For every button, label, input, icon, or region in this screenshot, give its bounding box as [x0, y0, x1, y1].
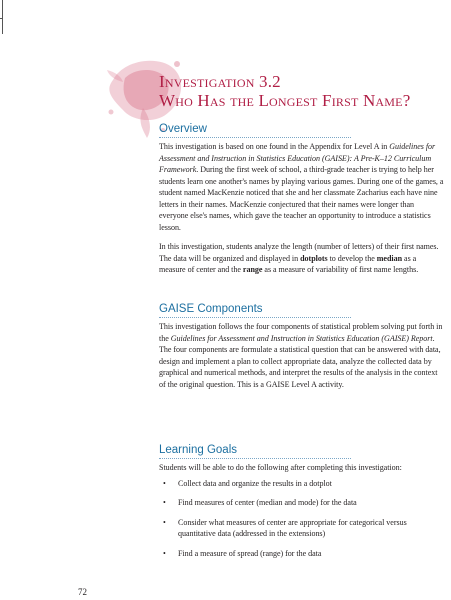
list-item: • Find a measure of spread (range) for the data	[163, 548, 322, 558]
gaise-section	[159, 302, 444, 398]
learning-goals-heading: Learning Goals	[159, 444, 237, 456]
overview-section	[159, 122, 444, 284]
learning-goals-section	[159, 443, 444, 567]
bullet-icon: •	[163, 548, 166, 558]
title-line-1: Investigation 3.2	[159, 72, 281, 91]
learning-goals-intro: Students will be able to do the following after completing this investigation:	[159, 463, 402, 472]
list-item: • Find measures of center (median and mode) for the data	[163, 498, 357, 507]
title-line-2: Who Has the Longest First Name?	[159, 91, 411, 110]
gaise-heading-rule	[159, 317, 351, 318]
crop-mark-vertical	[2, 0, 3, 34]
overview-heading: Overview	[159, 123, 207, 135]
learning-goals-list	[159, 478, 444, 560]
page-number: 72	[78, 587, 87, 597]
gaise-paragraph: This investigation follows the four components of statistical problem solving put forth in the Guidelines for Assessment and Instruction in Statistics Education (GAISE) Report. The four components are formulate a statistical question that can be answered with data, design and implement a plan to collect appropriate data, analyze the collected data by graphical and numerical methods, and interpret the results of the analysis in the context of the original question. This is a GAISE Level A activity.	[159, 322, 443, 389]
overview-paragraph-2: In this investigation, students analyze the length (number of letters) of their first names. The data will be organized and displayed in dotplots to develop the median as a measure of center and the range as a measure of variability of first name lengths.	[159, 242, 439, 274]
list-item: • Collect data and organize the results in a dotplot	[163, 478, 332, 488]
investigation-title	[159, 72, 444, 110]
overview-paragraph-1: This investigation is based on one found in the Appendix for Level A in Guidelines for Assessment and Instruction in Statistics Education (GAISE): A Pre-K–12 Curriculum Framework. During the first week of school, a third-grade teacher is trying to help her students learn one another's names by playing various games. During one of the games, a student named MacKenzie noticed that she and her classmate Zacharius each have nine letters in their names. MacKenzie conjectured that their names were longer than everyone else's names, which gave the teacher an opportunity to introduce a statistics lesson.	[159, 142, 444, 232]
list-item: • Consider what measures of center are appropriate for categorical versus quantitative data (addressed in the extensions)	[163, 517, 407, 538]
gaise-heading: GAISE Components	[159, 303, 263, 315]
bullet-icon: •	[163, 478, 166, 488]
bullet-icon: •	[163, 498, 166, 507]
overview-heading-rule	[159, 137, 351, 138]
bullet-icon: •	[163, 517, 166, 527]
learning-goals-heading-rule	[159, 458, 351, 459]
crop-mark-horizontal	[0, 18, 3, 19]
